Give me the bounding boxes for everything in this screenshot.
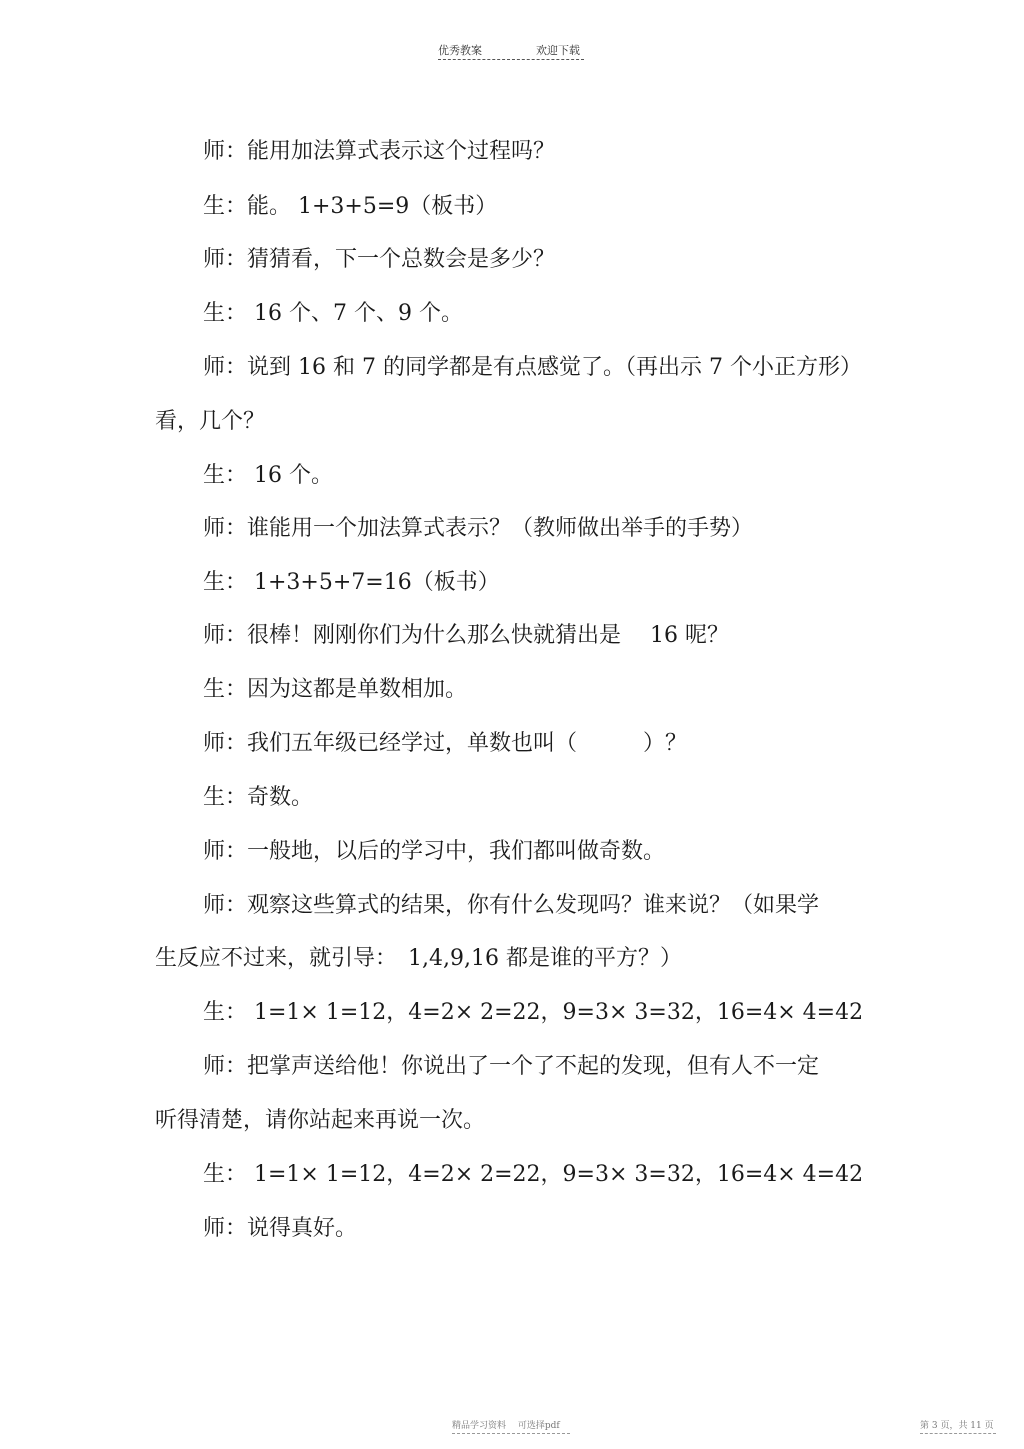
body-line: 师：观察这些算式的结果，你有什么发现吗？谁来说？（如果学 (203, 893, 820, 918)
footer-center (452, 1418, 560, 1431)
body-line: 听得清楚，请你站起来再说一次。 (155, 1108, 486, 1133)
page-header (438, 42, 586, 66)
body-line: 生：奇数。 (203, 785, 314, 810)
body-line: 师：说得真好。 (203, 1216, 358, 1241)
header-left-text: 优秀教案 (438, 44, 482, 57)
footer-center-text: 精品学习资料 可选择pdf (452, 1421, 560, 1431)
body-line: 生：能。 1+3+5=9（板书） (203, 194, 498, 219)
footer-center-divider (452, 1433, 570, 1434)
body-line: 师：我们五年级已经学过，单数也叫（ ）？ (203, 731, 688, 756)
body-line: 师：能用加法算式表示这个过程吗？ (203, 139, 556, 164)
body-line: 看，几个？ (155, 409, 266, 434)
body-line: 师：说到 16 和 7 的同学都是有点感觉了。（再出示 7 个小正方形） (203, 355, 862, 380)
body-line: 师：很棒！刚刚你们为什么那么快就猜出是 16 呢？ (203, 623, 729, 648)
body-line: 师：一般地，以后的学习中，我们都叫做奇数。 (203, 839, 666, 864)
footer-right-divider (920, 1433, 996, 1434)
header-right-text: 欢迎下载 (536, 44, 580, 57)
body-line: 生：因为这都是单数相加。 (203, 677, 468, 702)
body-line: 师：把掌声送给他！你说出了一个了不起的发现，但有人不一定 (203, 1054, 820, 1079)
body-line: 师：猜猜看，下一个总数会是多少？ (203, 247, 556, 272)
body-line: 生： 1=1× 1=12，4=2× 2=22，9=3× 3=32，16=4× 4=42 (203, 1000, 864, 1025)
body-line: 师：谁能用一个加法算式表示？（教师做出举手的手势） (203, 516, 754, 541)
footer-page-number (920, 1418, 994, 1431)
body-line: 生： 1+3+5+7=16（板书） (203, 570, 500, 595)
footer-page-text: 第 3 页，共 11 页 (920, 1421, 994, 1431)
header-divider (438, 59, 584, 60)
body-line: 生反应不过来，就引导： 1,4,9,16 都是谁的平方？） (155, 946, 682, 971)
body-line: 生： 1=1× 1=12，4=2× 2=22，9=3× 3=32，16=4× 4=42 (203, 1162, 864, 1187)
body-line: 生： 16 个、7 个、9 个。 (203, 301, 463, 326)
body-line: 生： 16 个。 (203, 463, 333, 488)
